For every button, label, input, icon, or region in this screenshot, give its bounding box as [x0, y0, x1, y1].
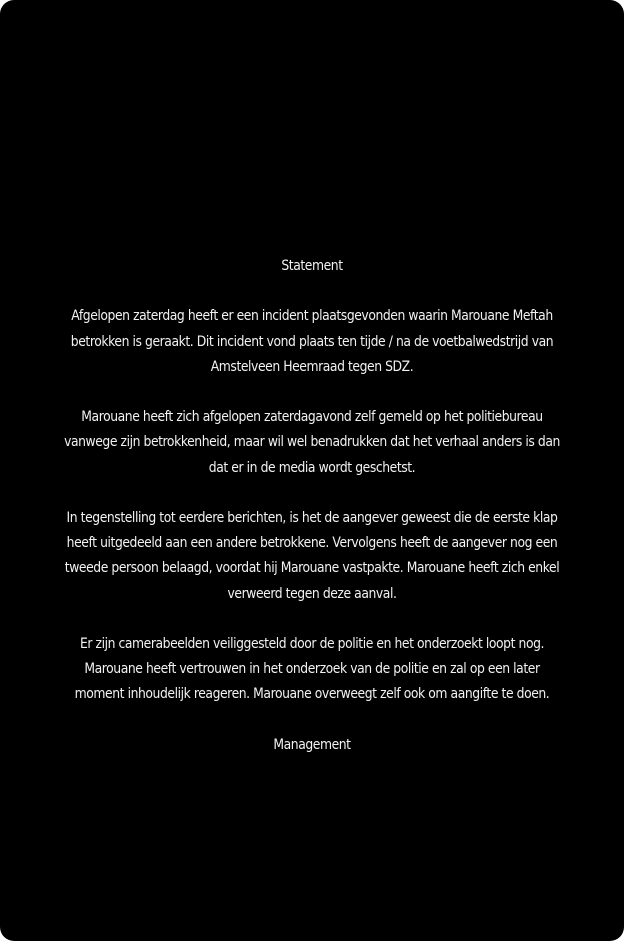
statement-paragraph-3: In tegenstelling tot eerdere berichten, is het de aangever geweest die de eerste klap heeft uitgedeeld aan een andere betrokkene. Vervolgens heeft de aangever nog een tweede persoon belaagd, voordat hij Marouane vastpakte. Marouane heeft zich enkel verweerd tegen deze aanval. — [64, 509, 560, 602]
statement-paragraph-4: Er zijn camerabeelden veiliggesteld door de politie en het onderzoekt loopt nog. Marouane heeft vertrouwen in het onderzoek van de politie en zal op een later moment inhoudelijk reageren. Marouane overweegt zelf ook om aangifte te doen. — [74, 635, 550, 703]
statement-text-block — [61, 254, 563, 758]
statement-title: Statement — [281, 258, 343, 274]
statement-signature: Management — [273, 736, 351, 753]
statement-paragraph-2: Marouane heeft zich afgelopen zaterdagavond zelf gemeld op het politiebureau vanwege zijn betrokkenheid, maar wil wel benadrukken dat het verhaal anders is dan dat er in de media wordt geschetst. — [64, 409, 560, 476]
statement-paragraph-1: Afgelopen zaterdag heeft er een incident plaatsgevonden waarin Marouane Meftah betrokken is geraakt. Dit incident vond plaats ten tijde / na de voetbalwedstrijd van Amstelveen Heemraad tegen SDZ. — [70, 308, 554, 375]
